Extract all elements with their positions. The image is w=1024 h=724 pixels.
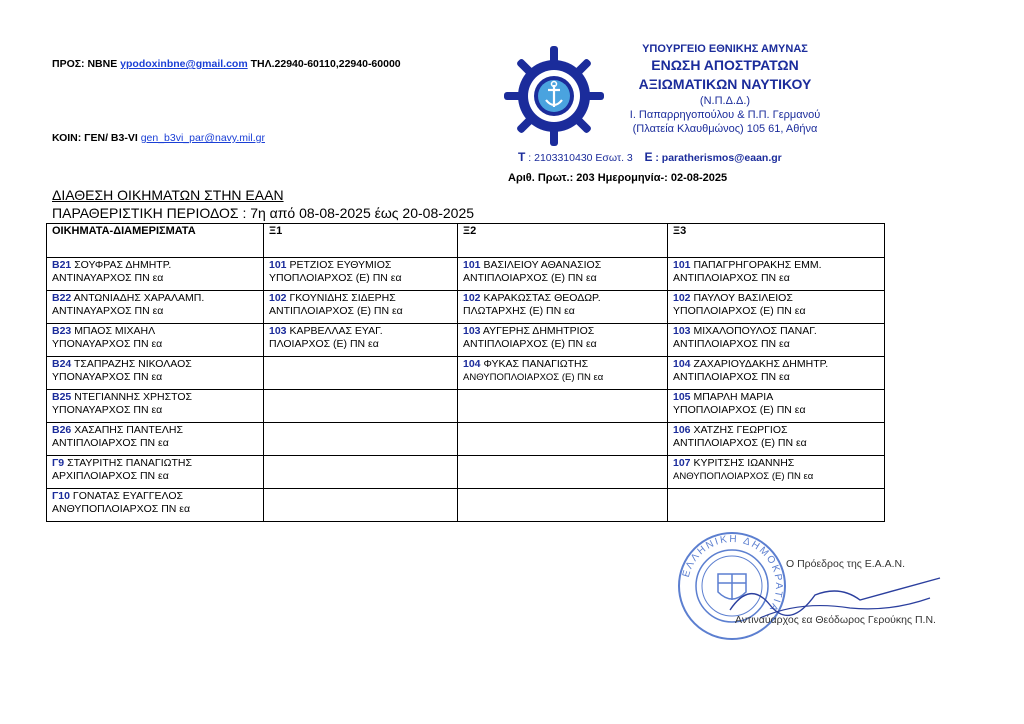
room-code: Β24 [52, 358, 72, 370]
cc-line [52, 132, 265, 144]
occupant-name: ΣΤΑΥΡΙΤΗΣ ΠΑΝΑΓΙΩΤΗΣ [67, 457, 192, 469]
table-cell [264, 357, 458, 390]
cell-line-1 [463, 292, 662, 305]
table-cell [264, 456, 458, 489]
occupant-rank: ΥΠΟΠΛΟΙΑΡΧΟΣ (Ε) ΠΝ εα [673, 305, 806, 317]
room-code: 106 [673, 424, 691, 436]
room-code: Β21 [52, 259, 72, 271]
table-cell [264, 489, 458, 522]
room-code: 107 [673, 457, 691, 469]
occupant-name: ΒΑΣΙΛΕΙΟΥ ΑΘΑΝΑΣΙΟΣ [483, 259, 602, 271]
table-cell [47, 489, 264, 522]
occupant-rank: ΑΝΘΥΠΟΠΛΟΙΑΡΧΟΣ ΠΝ εα [52, 503, 191, 515]
stamp-text: ΕΛΛΗΝΙΚΗ ΔΗΜΟΚΡΑΤΙΑ [680, 533, 785, 615]
room-code: 102 [269, 292, 287, 304]
occupant-name: ΖΑΧΑΡΙΟΥΔΑΚΗΣ ΔΗΜΗΤΡ. [693, 358, 829, 370]
table-row [47, 423, 885, 456]
phone-label: Τ [518, 150, 526, 164]
document-title: ΔΙΑΘΕΣΗ ΟΙΚΗΜΑΤΩΝ ΣΤΗΝ ΕΑΑΝ [52, 187, 284, 203]
cell-line-1 [52, 325, 258, 338]
room-code: 105 [673, 391, 691, 403]
organization-block [610, 42, 840, 136]
room-code: 104 [673, 358, 691, 370]
table-cell [458, 423, 668, 456]
contact-line [518, 150, 782, 164]
occupant-name: ΠΑΥΛΟΥ ΒΑΣΙΛΕΙΟΣ [693, 292, 793, 304]
cell-line-1 [52, 358, 258, 371]
occupant-name: ΜΠΑΡΛΗ ΜΑΡΙΑ [693, 391, 774, 403]
occupant-name: ΓΚΟΥΝΙΔΗΣ ΣΙΔΕΡΗΣ [289, 292, 396, 304]
occupant-rank: ΑΝΤΙΠΛΟΙΑΡΧΟΣ (Ε) ΠΝ εα [463, 272, 597, 284]
table-cell [47, 456, 264, 489]
table-cell [458, 390, 668, 423]
occupant-rank: ΑΝΤΙΝΑΥΑΡΧΟΣ ΠΝ εα [52, 305, 164, 317]
occupant-name: ΜΙΧΑΛΟΠΟΥΛΟΣ ΠΑΝΑΓ. [693, 325, 817, 337]
table-cell [668, 489, 885, 522]
cell-line-1 [673, 325, 879, 338]
cell-line-1 [52, 457, 258, 470]
table-cell [668, 423, 885, 456]
occupant-name: ΦΥΚΑΣ ΠΑΝΑΓΙΩΤΗΣ [483, 358, 589, 370]
cell-line-1 [673, 391, 879, 404]
occupant-rank: ΑΝΤΙΠΛΟΙΑΡΧΟΣ (Ε) ΠΝ εα [673, 437, 807, 449]
room-code: Β25 [52, 391, 72, 403]
room-code: 101 [269, 259, 287, 271]
occupant-rank: ΥΠΟΝΑΥΑΡΧΟΣ ΠΝ εα [52, 404, 163, 416]
recipient-email-link[interactable]: ypodoxinbne@gmail.com [120, 58, 248, 70]
document-subtitle: ΠΑΡΑΘΕΡΙΣΤΙΚΗ ΠΕΡΙΟΔΟΣ : 7η από 08-08-2025 έως 20-08-2025 [52, 205, 475, 221]
room-code: 101 [673, 259, 691, 271]
signatory-name: Αντιναύαρχος εα Θεόδωρος Γερούκης Π.Ν. [735, 614, 936, 626]
cell-line-1 [269, 325, 452, 338]
cell-line-1 [463, 325, 662, 338]
occupant-name: ΚΑΡΒΕΛΛΑΣ ΕΥΑΓ. [289, 325, 383, 337]
cell-line-1 [673, 424, 879, 437]
email-label: Ε [644, 150, 653, 164]
table-cell [264, 258, 458, 291]
room-code: Γ10 [52, 490, 70, 502]
table-cell [458, 291, 668, 324]
table-cell [458, 357, 668, 390]
column-header-x2: Ξ2 [458, 224, 668, 258]
cell-line-1 [52, 424, 258, 437]
cell-line-1 [269, 292, 452, 305]
table-cell [458, 456, 668, 489]
occupant-rank: ΑΝΤΙΠΛΟΙΑΡΧΟΣ ΠΝ εα [673, 371, 790, 383]
allocation-table [46, 223, 885, 522]
cell-line-1 [52, 259, 258, 272]
cc-email-link[interactable]: gen_b3vi_par@navy.mil.gr [140, 132, 265, 144]
occupant-name: ΤΣΑΠΡΑΖΗΣ ΝΙΚΟΛΑΟΣ [74, 358, 192, 370]
table-cell [458, 489, 668, 522]
table-row [47, 258, 885, 291]
cell-line-1 [463, 358, 662, 371]
room-code: 103 [673, 325, 691, 337]
contact-email[interactable]: : paratherismos@eaan.gr [655, 152, 782, 164]
cell-line-1 [52, 292, 258, 305]
room-code: Β26 [52, 424, 72, 436]
table-row [47, 324, 885, 357]
table-cell [47, 423, 264, 456]
occupant-rank: ΥΠΟΝΑΥΑΡΧΟΣ ΠΝ εα [52, 371, 163, 383]
cell-line-1 [673, 358, 879, 371]
table-row [47, 291, 885, 324]
organization-name-line2: ΑΞΙΩΜΑΤΙΚΩΝ ΝΑΥΤΙΚΟΥ [638, 76, 812, 92]
occupant-name: ΧΑΣΑΠΗΣ ΠΑΝΤΕΛΗΣ [74, 424, 183, 436]
column-header-x1: Ξ1 [264, 224, 458, 258]
table-cell [264, 324, 458, 357]
occupant-name: ΜΠΑΟΣ ΜΙΧΑΗΛ [74, 325, 156, 337]
occupant-name: ΠΑΠΑΓΡΗΓΟΡΑΚΗΣ ΕΜΜ. [693, 259, 822, 271]
table-cell [264, 423, 458, 456]
occupant-name: ΚΥΡΙΤΣΗΣ ΙΩΑΝΝΗΣ [693, 457, 795, 469]
table-cell [668, 357, 885, 390]
table-cell [47, 258, 264, 291]
table-cell [668, 390, 885, 423]
occupant-name: ΚΑΡΑΚΩΣΤΑΣ ΘΕΟΔΩΡ. [483, 292, 601, 304]
occupant-rank: ΑΝΤΙΠΛΟΙΑΡΧΟΣ ΠΝ εα [673, 338, 790, 350]
table-row [47, 489, 885, 522]
room-code: 104 [463, 358, 481, 370]
cell-line-1 [673, 259, 879, 272]
address-line1: Ι. Παπαρρηγοπούλου & Π.Π. Γερμανού [629, 109, 821, 121]
occupant-rank: ΠΛΟΙΑΡΧΟΣ (Ε) ΠΝ εα [269, 338, 379, 350]
occupant-rank: ΑΝΤΙΠΛΟΙΑΡΧΟΣ ΠΝ εα [52, 437, 169, 449]
cell-line-1 [673, 457, 879, 470]
address-line2: (Πλατεία Κλαυθμώνος) 105 61, Αθήνα [632, 123, 818, 135]
table-cell [458, 258, 668, 291]
recipient-phone: ΤΗΛ.22940-60110,22940-60000 [250, 58, 401, 70]
room-code: 101 [463, 259, 481, 271]
table-cell [458, 324, 668, 357]
cell-line-1 [269, 259, 452, 272]
occupant-name: ΧΑΤΖΗΣ ΓΕΩΡΓΙΟΣ [693, 424, 788, 436]
occupant-rank: ΠΛΩΤΑΡΧΗΣ (Ε) ΠΝ εα [463, 305, 575, 317]
table-cell [668, 324, 885, 357]
occupant-rank: ΑΝΤΙΠΛΟΙΑΡΧΟΣ ΠΝ εα [673, 272, 790, 284]
cc-prefix: ΚΟΙΝ: ΓΕΝ/ Β3-VI [52, 132, 138, 144]
occupant-name: ΓΟΝΑΤΑΣ ΕΥΑΓΓΕΛΟΣ [72, 490, 183, 502]
cell-line-1 [52, 391, 258, 404]
table-cell [264, 390, 458, 423]
occupant-name: ΑΝΤΩΝΙΑΔΗΣ ΧΑΡΑΛΑΜΠ. [73, 292, 205, 304]
occupant-rank: ΥΠΟΝΑΥΑΡΧΟΣ ΠΝ εα [52, 338, 163, 350]
room-code: 103 [269, 325, 287, 337]
occupant-name: ΝΤΕΓΙΑΝΝΗΣ ΧΡΗΣΤΟΣ [74, 391, 193, 403]
legal-form: (Ν.Π.Δ.Δ.) [699, 95, 751, 107]
occupant-rank: ΥΠΟΠΛΟΙΑΡΧΟΣ (Ε) ΠΝ εα [673, 404, 806, 416]
table-header-row [47, 224, 885, 258]
table-cell [47, 357, 264, 390]
table-cell [47, 390, 264, 423]
room-code: 102 [463, 292, 481, 304]
table-cell [47, 324, 264, 357]
column-header-buildings: ΟΙΚΗΜΑΤΑ-ΔΙΑΜΕΡΙΣΜΑΤΑ [47, 224, 264, 258]
occupant-rank: ΑΝΤΙΠΛΟΙΑΡΧΟΣ (Ε) ΠΝ εα [269, 305, 403, 317]
recipient-line [52, 57, 452, 71]
room-code: 103 [463, 325, 481, 337]
room-code: Γ9 [52, 457, 65, 469]
table-cell [47, 291, 264, 324]
occupant-rank: ΥΠΟΠΛΟΙΑΡΧΟΣ (Ε) ΠΝ εα [269, 272, 402, 284]
room-code: Β23 [52, 325, 72, 337]
table-cell [264, 291, 458, 324]
occupant-name: ΑΥΓΕΡΗΣ ΔΗΜΗΤΡΙΟΣ [482, 325, 595, 337]
cell-line-1 [673, 292, 879, 305]
occupant-rank: ΑΝΘΥΠΟΠΛΟΙΑΡΧΟΣ (Ε) ΠΝ εα [673, 471, 814, 482]
organization-logo [500, 42, 608, 150]
cell-line-1 [52, 490, 258, 503]
occupant-name: ΡΕΤΖΙΟΣ ΕΥΘΥΜΙΟΣ [289, 259, 392, 271]
occupant-rank: ΑΡΧΙΠΛΟΙΑΡΧΟΣ ΠΝ εα [52, 470, 169, 482]
recipient-prefix: ΠΡΟΣ: ΝΒΝΕ [52, 58, 118, 70]
protocol-number: Αριθ. Πρωτ.: 203 Ημερομηνία-: 02-08-2025 [508, 172, 728, 184]
room-code: 102 [673, 292, 691, 304]
ministry-name: ΥΠΟΥΡΓΕΙΟ ΕΘΝΙΚΗΣ ΑΜΥΝΑΣ [642, 43, 808, 55]
occupant-rank: ΑΝΤΙΠΛΟΙΑΡΧΟΣ (Ε) ΠΝ εα [463, 338, 597, 350]
phone-number: : 2103310430 Εσωτ. 3 [528, 152, 633, 164]
occupant-name: ΣΟΥΦΡΑΣ ΔΗΜΗΤΡ. [74, 259, 172, 271]
cell-line-1 [463, 259, 662, 272]
occupant-rank: ΑΝΘΥΠΟΠΛΟΙΑΡΧΟΣ (Ε) ΠΝ εα [463, 372, 604, 383]
room-code: Β22 [52, 292, 72, 304]
table-row [47, 357, 885, 390]
table-cell [668, 258, 885, 291]
occupant-rank: ΑΝΤΙΝΑΥΑΡΧΟΣ ΠΝ εα [52, 272, 164, 284]
table-row [47, 456, 885, 489]
signatory-title: Ο Πρόεδρος της Ε.Α.Α.Ν. [786, 558, 906, 570]
table-row [47, 390, 885, 423]
table-cell [668, 456, 885, 489]
column-header-x3: Ξ3 [668, 224, 885, 258]
organization-name-line1: ΕΝΩΣΗ ΑΠΟΣΤΡΑΤΩΝ [651, 57, 799, 73]
table-cell [668, 291, 885, 324]
